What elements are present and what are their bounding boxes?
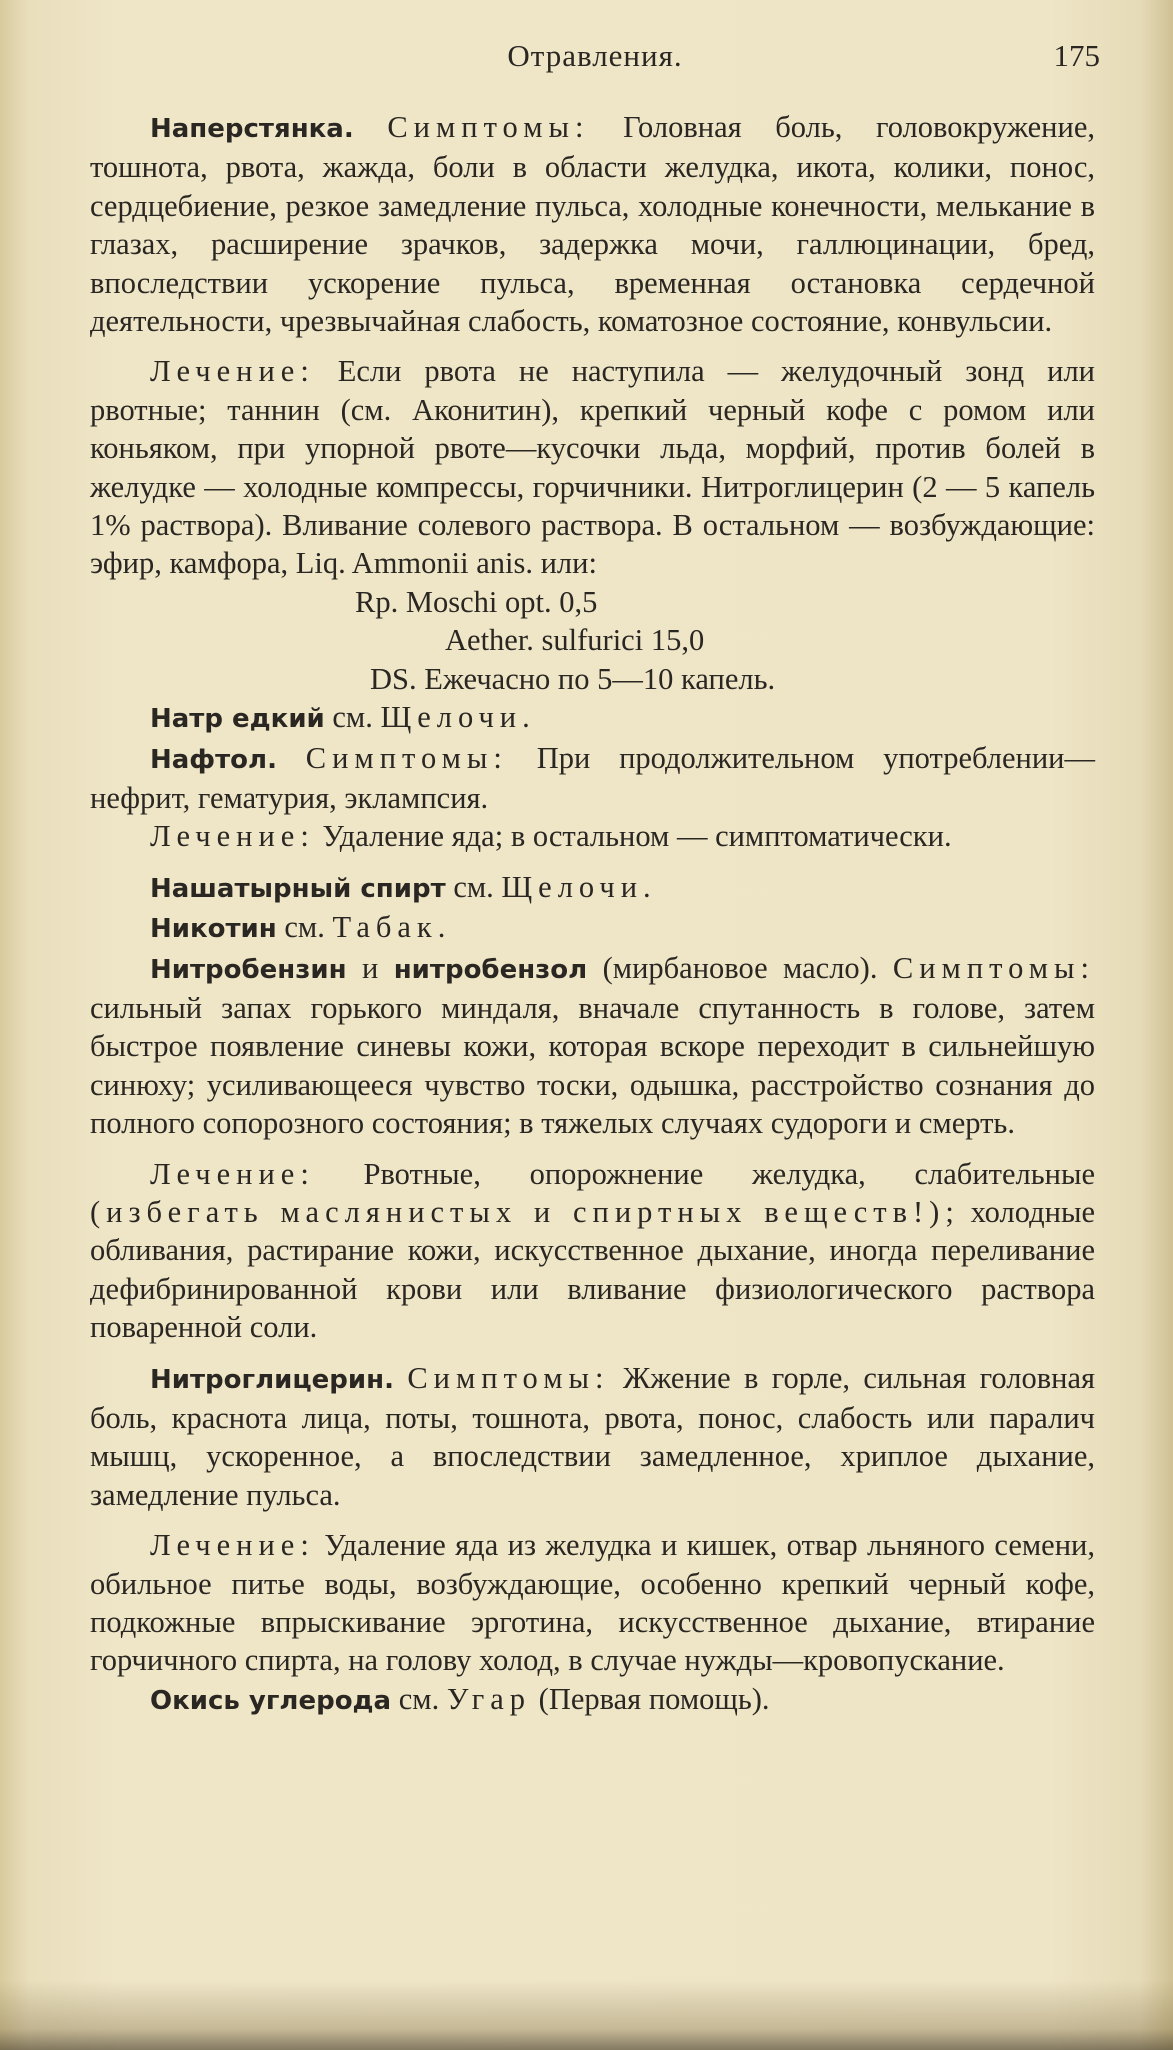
headword-secondary: нитробензол <box>393 954 588 985</box>
entry-text: см. <box>332 700 373 735</box>
page-header <box>90 38 1100 78</box>
headword: Окись углерода <box>150 1685 392 1716</box>
cross-reference: Щелочи. <box>501 869 657 904</box>
section-label: Симптомы: <box>305 740 508 775</box>
entry-nashatyrnyy-spirt <box>90 868 1095 908</box>
entry-text: (мирбановое масло). <box>602 950 878 985</box>
entry-text: Головная боль, головокружение, тошнота, рвота, жажда, боли в области желудка, икота, колики, понос, сердцебиение, резкое замедление пульса, холодные конечности, мелькание в глазах, расширение зрачков, задержка мочи, галлюцинации, бред, впоследствии ускорение пульса, временная остановка сердечной деятельности, чрезвычайная слабость, коматозное состояние, конвульсии. <box>90 110 1095 339</box>
entry-nitroglitserin-symptoms <box>90 1359 1095 1515</box>
headword: Нафтол. <box>150 744 277 775</box>
section-label: Лечение: <box>150 1156 315 1191</box>
headword: Натр едкий <box>150 704 325 735</box>
section-label: Лечение: <box>150 819 315 854</box>
entry-naftol-treatment <box>90 817 1095 855</box>
entry-okis-ugleroda <box>90 1680 1095 1720</box>
entry-text: см. <box>284 910 325 945</box>
headword: Нитробензин <box>150 954 347 985</box>
running-title: Отравления. <box>507 38 683 73</box>
section-label: Лечение: <box>150 1528 315 1563</box>
conjunction: и <box>361 950 379 985</box>
section-label: Симптомы: <box>892 950 1096 985</box>
headword: Нитроглицерин. <box>150 1364 394 1395</box>
headword: Никотин <box>150 914 277 945</box>
entry-natr-edkiy <box>90 698 1095 738</box>
section-label: Лечение: <box>150 354 315 389</box>
entry-text: Жжение в горле, сильная головная боль, краснота лица, поты, тошнота, рвота, понос, слабость или паралич мышц, ускоренное, а впоследствии замедленное, хриплое дыхание, замедление пульса. <box>90 1360 1096 1512</box>
entry-text: холодные обливания, растирание кожи, искусственное дыхание, иногда переливание дефибринированной крови или вливание физиологического раствора поваренной соли. <box>90 1194 1095 1345</box>
entry-text: сильный запах горького миндаля, вначале спутанность в голове, затем быстрое появление синевы кожи, которая вскоре переходит в сильнейшую синюху; усиливающееся чувство тоски, одышка, расстройство сознания до полного сопорозного состояния; в тяжелых случаях судороги и смерть. <box>90 990 1095 1141</box>
entry-text: см. <box>398 1681 440 1716</box>
entry-nitrobenzin-treatment <box>90 1155 1095 1347</box>
entry-naperstyanka-treatment <box>90 352 1095 582</box>
entry-text: Если рвота не наступила — желудочный зонд или рвотные; таннин (см. Аконитин), крепкий черный кофе с ромом или коньяком, при упорной рвоте—кусочки льда, морфий, против болей в желудке — холодные компрессы, горчичники. Нитроглицерин (2 — 5 капель 1% раствора). Вливание солевого раствора. В остальном — возбуждающие: эфир, камфора, Liq. Ammonii anis. или: <box>90 354 1095 581</box>
entry-text: Удаление яда; в остальном — симптоматически. <box>322 819 952 854</box>
cross-reference: Щелочи. <box>380 700 536 735</box>
section-label: Симптомы: <box>387 110 590 144</box>
headword: Наперстянка. <box>150 114 354 144</box>
recipe-line: Aether. sulfurici 15,0 <box>445 623 705 658</box>
entry-text: Удаление яда из желудка и кишек, отвар льняного семени, обильное питье воды, возбуждающие, особенно крепкий черный кофе, подкожные впрыскивание эрготина, искусственное дыхание, втирание горчичного спирта, на голову холод, в случае нужды—кровопускание. <box>90 1528 1095 1678</box>
cross-reference: Угар <box>446 1681 532 1716</box>
headword: Нашатырный спирт <box>150 873 446 904</box>
page-edge-shadow <box>0 1980 1173 2050</box>
emphasized-text: (избегать маслянистых и спиртных веществ!); <box>90 1194 960 1229</box>
entry-text: При продолжительном употреблении—нефрит, гематурия, эклампсия. <box>90 740 1095 815</box>
entry-naperstyanka-symptoms <box>90 108 1095 340</box>
entry-naftol-symptoms <box>90 739 1095 818</box>
entry-nitrobenzin-symptoms <box>90 949 1095 1143</box>
page-body <box>90 108 1095 1720</box>
entry-nikotin <box>90 908 1095 948</box>
recipe <box>90 583 1095 698</box>
page-number: 175 <box>1053 38 1100 73</box>
entry-text: (Первая помощь). <box>538 1681 770 1716</box>
entry-nitroglitserin-treatment <box>90 1526 1095 1680</box>
recipe-line: Rp. Moschi opt. 0,5 <box>355 584 598 619</box>
recipe-line: DS. Ежечасно по 5—10 капель. <box>370 661 776 696</box>
entry-text: см. <box>453 869 494 904</box>
section-label: Симптомы: <box>407 1360 610 1395</box>
cross-reference: Табак. <box>332 910 452 945</box>
entry-text: Рвотные, опорожнение желудка, слабительные <box>363 1156 1095 1191</box>
